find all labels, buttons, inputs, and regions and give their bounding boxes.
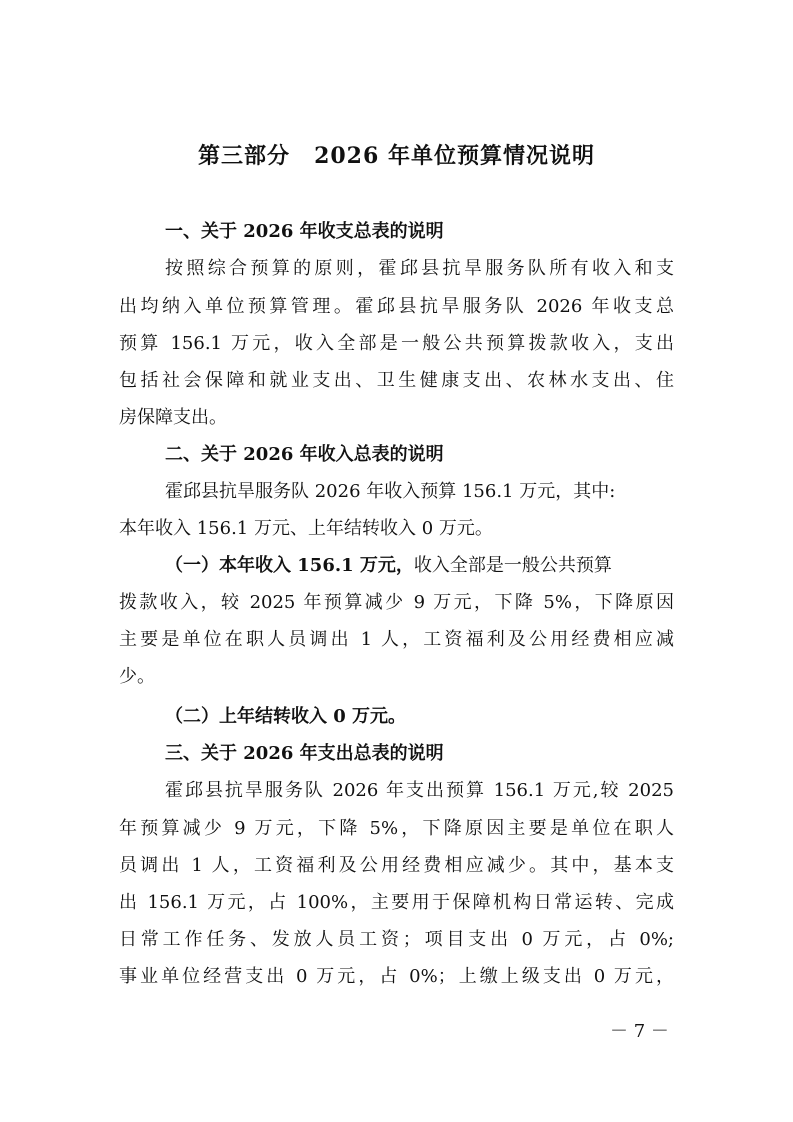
section1-line: 按照综合预算的原则，霍邱县抗旱服务队所有收入和支 — [165, 258, 674, 279]
section3-line: 出 156.1 万元，占 100%，主要用于保障机构日常运转、完成 — [119, 892, 674, 913]
section1-line: 出均纳入单位预算管理。霍邱县抗旱服务队 2026 年收支总 — [119, 296, 674, 317]
section3-line: 员调出 1 人，工资福利及公用经费相应减少。其中，基本支 — [119, 855, 674, 876]
section2-heading: 二、关于 2026 年收入总表的说明 — [165, 444, 444, 465]
page-number: － 7 － — [610, 1021, 669, 1042]
section2-line: 霍邱县抗旱服务队 2026 年收入预算 156.1 万元，其中: — [165, 481, 616, 502]
subsection1-line: 少。 — [119, 666, 155, 687]
subsection1-rest: 收入全部是一般公共预算 — [413, 555, 612, 576]
subsection1-line: 主要是单位在职人员调出 1 人，工资福利及公用经费相应减 — [119, 629, 674, 650]
section1-line: 房保障支出。 — [119, 407, 227, 428]
subsection2-line — [165, 703, 406, 731]
section3-line: 事业单位经营支出 0 万元，占 0%；上缴上级支出 0 万元， — [119, 966, 674, 987]
subsection1-first-line — [165, 552, 612, 580]
page-title — [0, 140, 793, 172]
section3-line: 霍邱县抗旱服务队 2026 年支出预算 156.1 万元,较 2025 — [165, 780, 674, 801]
subsection1-bold: （一）本年收入 156.1 万元， — [165, 555, 414, 576]
subsection1-line: 拨款收入，较 2025 年预算减少 9 万元，下降 5%，下降原因 — [119, 592, 674, 613]
section3-heading: 三、关于 2026 年支出总表的说明 — [165, 743, 444, 764]
section1-line: 包括社会保障和就业支出、卫生健康支出、农林水支出、住 — [119, 370, 674, 391]
section1-heading: 一、关于 2026 年收支总表的说明 — [165, 221, 444, 242]
title-part: 第三部分 — [198, 143, 291, 169]
title-text: 2026 年单位预算情况说明 — [314, 143, 595, 169]
section2-line: 本年收入 156.1 万元、上年结转收入 0 万元。 — [119, 518, 493, 539]
section3-line: 年预算减少 9 万元，下降 5%，下降原因主要是单位在职人 — [119, 818, 674, 839]
section1-line: 预算 156.1 万元，收入全部是一般公共预算拨款收入，支出 — [119, 333, 674, 354]
subsection2-bold: （二）上年结转收入 0 万元。 — [165, 706, 407, 727]
section3-line: 日常工作任务、发放人员工资；项目支出 0 万元，占 0%; — [119, 929, 674, 950]
